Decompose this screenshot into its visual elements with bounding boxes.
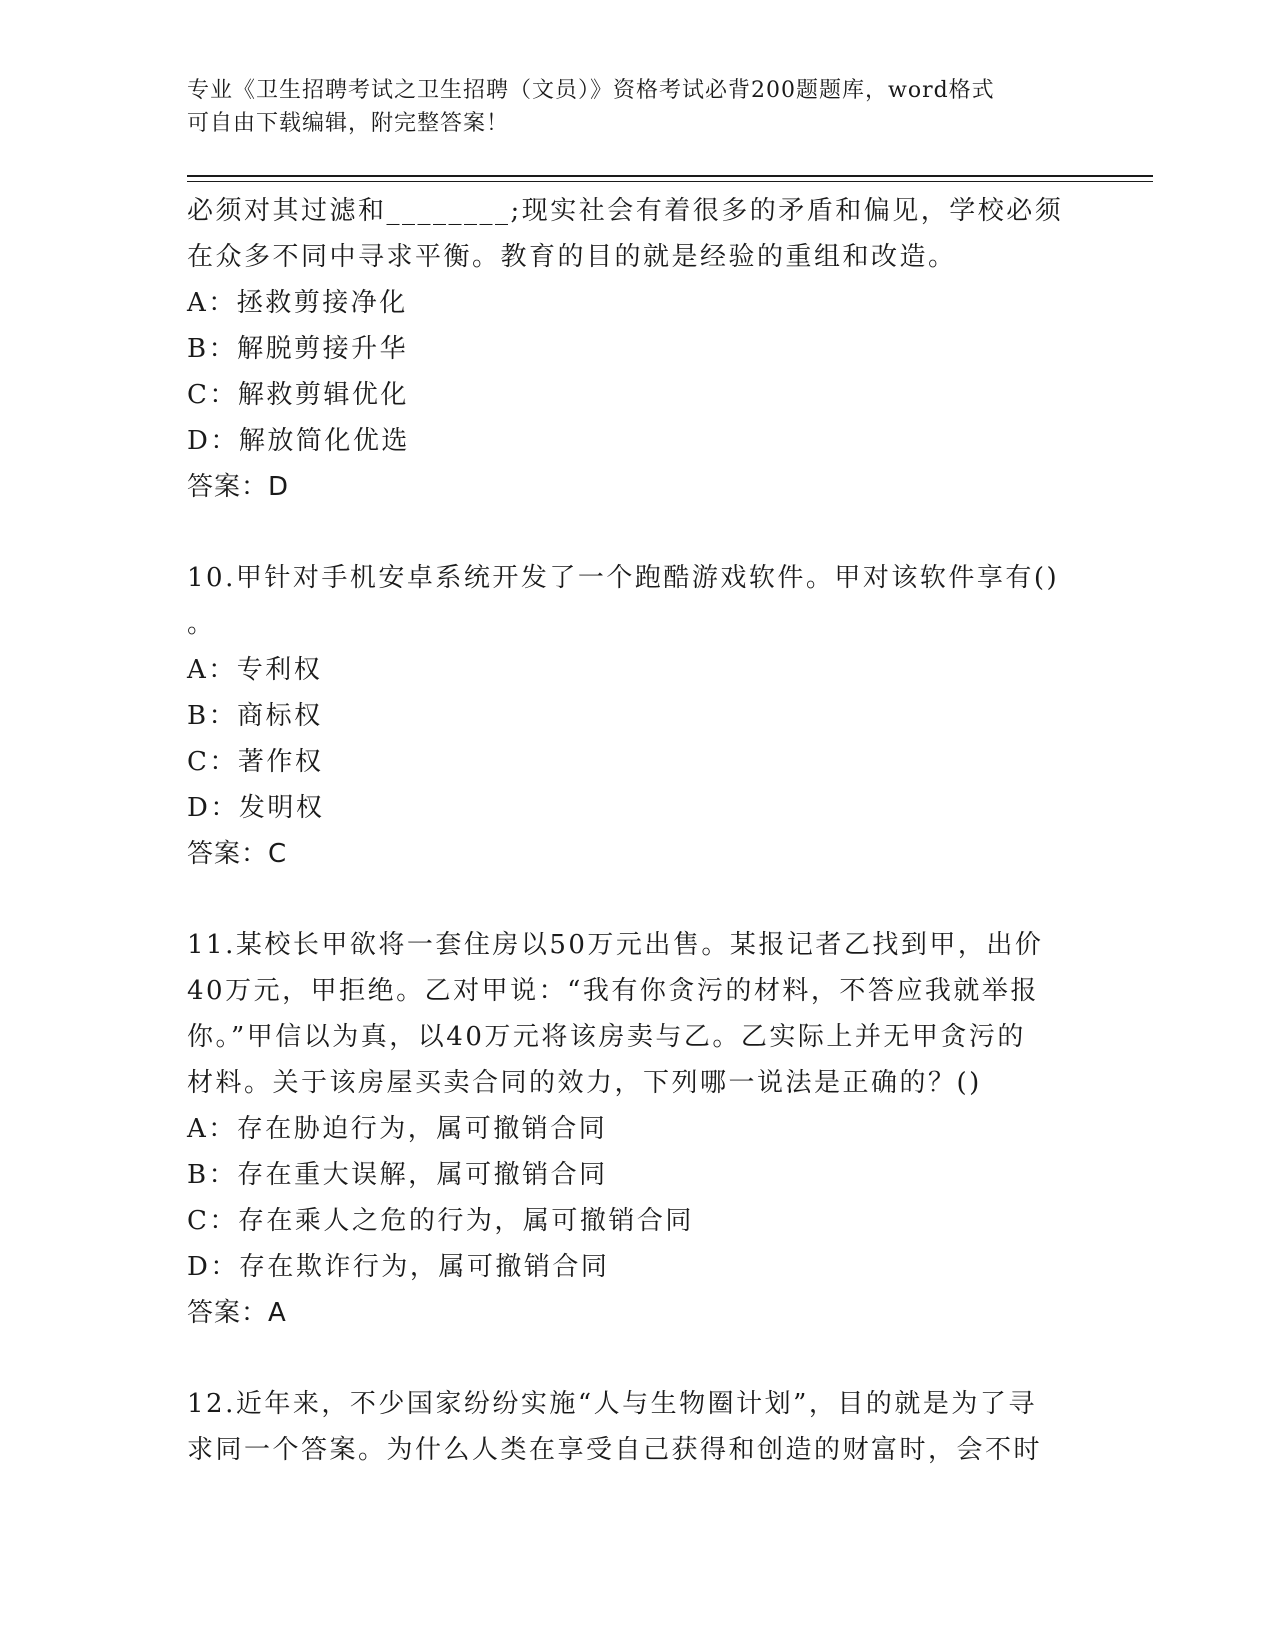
option-c: C：解救剪辑优化 <box>187 380 409 410</box>
answer-line: 答案：D <box>187 472 290 502</box>
question-stem-line: 求同一个答案。为什么人类在享受自己获得和创造的财富时，会不时 <box>187 1435 1043 1465</box>
question-stem-line: 11.某校长甲欲将一套住房以50万元出售。某报记者乙找到甲，出价 <box>187 930 1044 960</box>
answer-line: 答案：A <box>187 1298 287 1328</box>
question-10 <box>187 555 1067 877</box>
question-stem-line: 材料。关于该房屋买卖合同的效力，下列哪一说法是正确的？() <box>187 1068 982 1098</box>
header-line-2: 可自由下载编辑，附完整答案！ <box>187 111 510 136</box>
option-d: D：存在欺诈行为，属可撤销合同 <box>187 1252 610 1282</box>
option-a: A：存在胁迫行为，属可撤销合同 <box>187 1114 608 1144</box>
option-b: B：商标权 <box>187 701 323 731</box>
option-d: D：发明权 <box>187 793 325 823</box>
option-c: C：著作权 <box>187 747 324 777</box>
option-d: D：解放简化优选 <box>187 426 410 456</box>
question-list <box>187 188 1067 1473</box>
question-12 <box>187 1381 1067 1473</box>
question-stem-line: 12.近年来，不少国家纷纷实施“人与生物圈计划”，目的就是为了寻 <box>187 1389 1037 1419</box>
question-stem-line: 10.甲针对手机安卓系统开发了一个跑酷游戏软件。甲对该软件享有() <box>187 563 1060 593</box>
question-stem-line: 。 <box>187 609 216 639</box>
question-gap <box>187 877 1067 922</box>
question-stem-line: 40万元，甲拒绝。乙对甲说：“我有你贪污的材料，不答应我就举报 <box>187 976 1039 1006</box>
question-gap <box>187 510 1067 555</box>
document-header <box>187 74 1067 140</box>
option-b: B：解脱剪接升华 <box>187 334 409 364</box>
header-divider-thick <box>187 175 1153 177</box>
header-line-1: 专业《卫生招聘考试之卫生招聘（文员）》资格考试必背200题题库，word格式 <box>187 78 995 103</box>
option-b: B：存在重大误解，属可撤销合同 <box>187 1160 608 1190</box>
question-stem-line: 在众多不同中寻求平衡。教育的目的就是经验的重组和改造。 <box>187 242 957 272</box>
answer-line: 答案：C <box>187 839 288 869</box>
question-11 <box>187 922 1067 1336</box>
question-stem-line: 你。”甲信以为真，以40万元将该房卖与乙。乙实际上并无甲贪污的 <box>187 1022 1026 1052</box>
option-c: C：存在乘人之危的行为，属可撤销合同 <box>187 1206 694 1236</box>
header-divider-thin <box>187 181 1153 182</box>
option-a: A：专利权 <box>187 655 323 685</box>
option-a: A：拯救剪接净化 <box>187 288 408 318</box>
question-stem-line: 必须对其过滤和________;现实社会有着很多的矛盾和偏见，学校必须 <box>187 196 1064 226</box>
question-9 <box>187 188 1067 510</box>
question-gap <box>187 1336 1067 1381</box>
